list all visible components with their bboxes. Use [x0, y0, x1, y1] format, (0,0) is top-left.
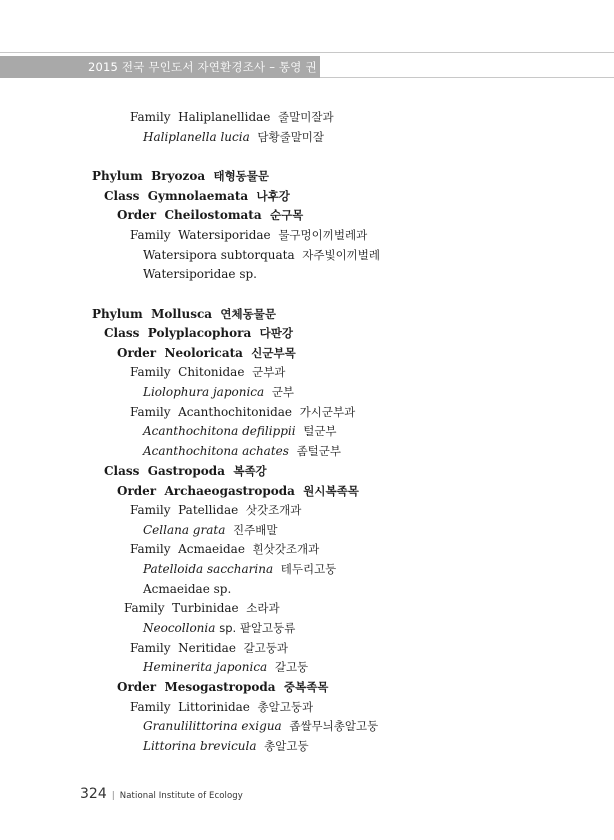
taxon-row-species: Haliplanella lucia 담황줄말미잘	[143, 130, 325, 144]
taxon-row-family: Family Acanthochitonidae 가시군부과	[130, 405, 356, 419]
taxon-row-species: Acanthochitona achates 좀털군부	[143, 444, 341, 458]
taxon-row-family: Family Patellidae 삿갓조개과	[130, 503, 302, 517]
taxon-row-family: Family Watersiporidae 물구멍이끼벌레과	[130, 228, 368, 242]
taxon-row-species: Liolophura japonica 군부	[143, 385, 295, 399]
taxon-row-family: Family Haliplanellidae 줄말미잘과	[130, 110, 334, 124]
taxon-row-class: Class Polyplacophora 다판강	[104, 326, 293, 340]
taxon-row-class: Class Gastropoda 복족강	[104, 464, 267, 478]
taxon-row-order: Order Mesogastropoda 중복족목	[117, 680, 329, 694]
footer-separator: |	[111, 791, 115, 801]
taxon-row-species: Acanthochitona defilippii 털군부	[143, 424, 337, 438]
taxon-row-species: Watersipora subtorquata 자주빛이끼벌레	[143, 248, 381, 262]
page-number: 324	[80, 786, 107, 802]
running-header	[0, 56, 320, 96]
taxon-row-species: Acmaeidae sp.	[143, 582, 232, 596]
taxon-row-phylum: Phylum Bryozoa 태형동물문	[92, 169, 270, 183]
taxon-row-class: Class Gymnolaemata 나후강	[104, 189, 290, 203]
top-rule	[0, 52, 614, 53]
taxon-row-order: Order Archaeogastropoda 원시복족목	[117, 484, 359, 498]
page-footer	[80, 783, 243, 802]
running-header-title: 2015 전국 무인도서 자연환경조사 – 통영 권역	[88, 60, 317, 96]
taxon-row-family: Family Neritidae 갈고둥과	[130, 641, 288, 655]
taxon-row-family: Family Littorinidae 총알고둥과	[130, 700, 314, 714]
taxon-row-order: Order Neoloricata 신군부목	[117, 346, 296, 360]
footer-organization: National Institute of Ecology	[119, 791, 243, 801]
taxon-row-family: Family Turbinidae 소라과	[124, 601, 280, 615]
taxon-row-species: Patelloida saccharina 테두리고둥	[143, 562, 337, 576]
taxon-row-species: Granulilittorina exigua 좁쌀무늬총알고둥	[143, 719, 379, 733]
taxon-row-species: Cellana grata 진주배말	[143, 523, 278, 537]
header-rule	[320, 77, 614, 78]
taxon-row-phylum: Phylum Mollusca 연체동물문	[92, 307, 276, 321]
taxon-row-species: Watersiporidae sp.	[143, 267, 257, 281]
taxon-row-species: Neocollonia sp. 팥알고둥류	[143, 621, 296, 635]
taxon-row-species: Heminerita japonica 갈고둥	[143, 660, 309, 674]
taxon-row-family: Family Chitonidae 군부과	[130, 365, 286, 379]
taxon-row-family: Family Acmaeidae 흰삿갓조개과	[130, 542, 320, 556]
taxon-row-order: Order Cheilostomata 순구목	[117, 208, 304, 222]
taxon-row-species: Littorina brevicula 총알고둥	[143, 739, 309, 753]
